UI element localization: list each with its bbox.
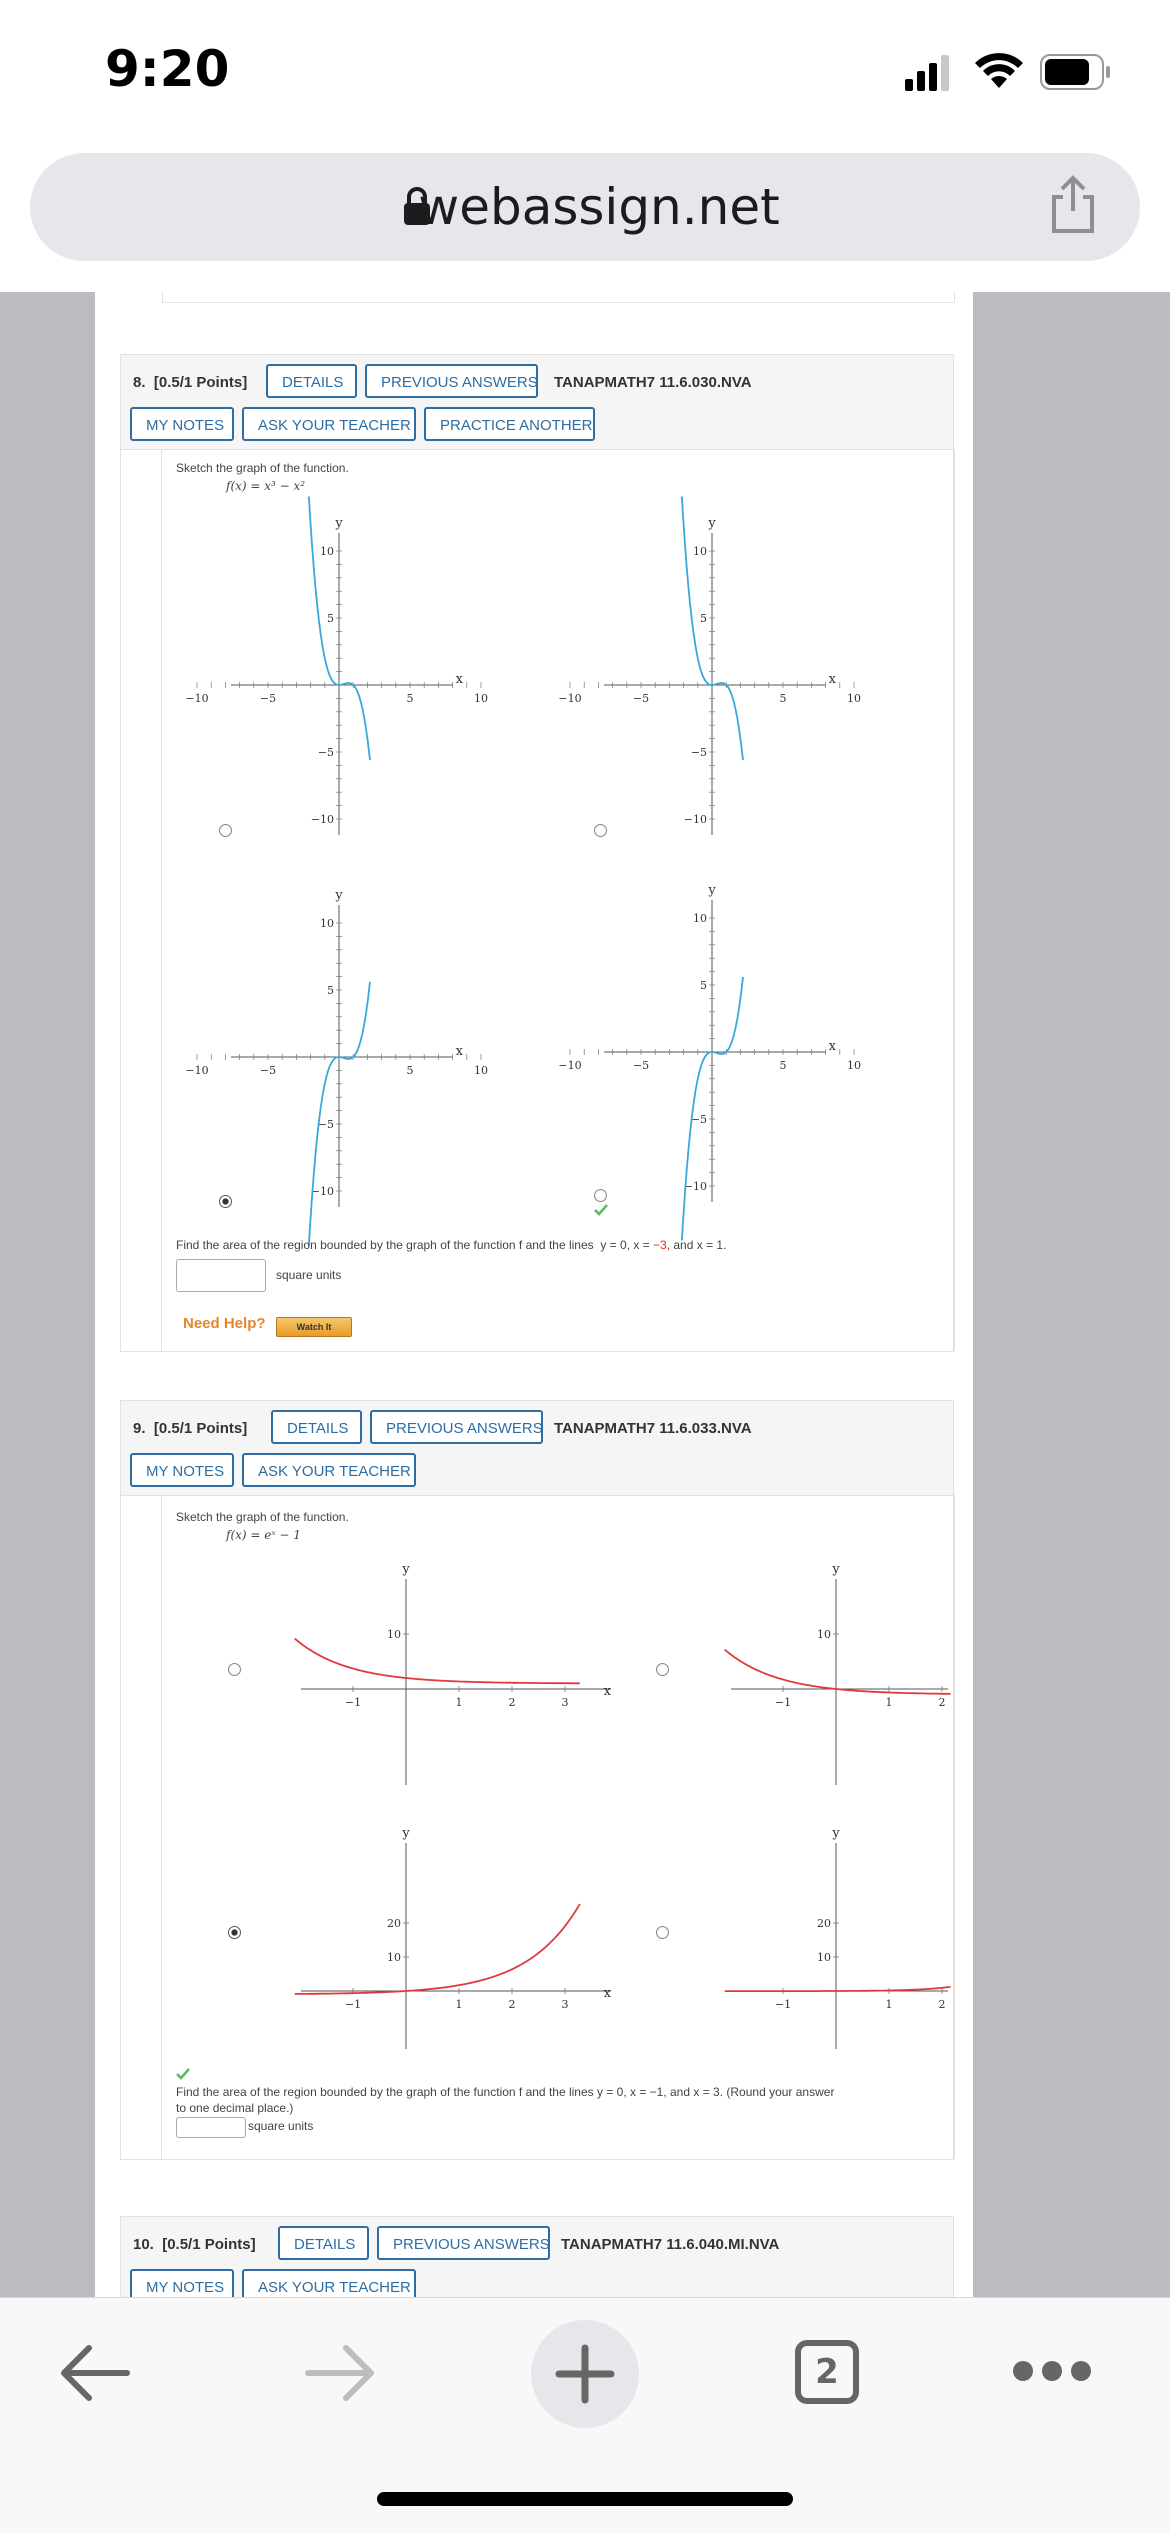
page-margin-left (0, 292, 95, 2297)
practice-another-button[interactable]: PRACTICE ANOTHER (424, 407, 595, 441)
x-tick-label: −1 (344, 1998, 362, 2011)
more-menu-icon[interactable] (1010, 2358, 1094, 2384)
y-tick-label: 10 (693, 545, 707, 558)
graph-option-3 (286, 1821, 616, 2051)
question-code: TANAPMATH7 11.6.033.NVA (554, 1420, 752, 1437)
address-bar[interactable] (30, 153, 1140, 261)
watch-it-button[interactable]: Watch It (276, 1317, 352, 1337)
cellular-signal-icon (905, 55, 951, 91)
question-number: 8. [0.5/1 Points] (133, 374, 248, 391)
y-axis-label: y (832, 1562, 840, 1577)
x-tick-label: 2 (508, 1998, 516, 2011)
y-tick-label: 10 (817, 1951, 831, 1964)
y-tick-label: −5 (690, 1113, 707, 1126)
y-axis-label: y (832, 1826, 840, 1841)
x-tick-label: −5 (632, 692, 650, 705)
area-prompt: Find the area of the region bounded by the graph of the function f and the lines y = 0, x = −3, and x = 1. (176, 1238, 727, 1252)
details-button[interactable]: DETAILS (266, 364, 357, 398)
x-tick-label: 1 (885, 1696, 893, 1709)
y-tick-label: 10 (693, 912, 707, 925)
question-8-header (121, 355, 953, 450)
y-tick-label: 20 (387, 1917, 401, 1930)
y-axis-label: y (335, 888, 343, 903)
x-tick-label: 5 (406, 692, 414, 705)
y-axis-label: y (708, 883, 716, 898)
new-tab-button[interactable] (531, 2320, 639, 2428)
y-tick-label: 20 (817, 1917, 831, 1930)
wifi-icon (975, 52, 1023, 92)
x-tick-label: −10 (185, 692, 209, 705)
y-tick-label: −10 (310, 813, 334, 826)
details-button[interactable]: DETAILS (278, 2226, 369, 2260)
previous-question-bottom (162, 292, 955, 303)
y-tick-label: 5 (700, 612, 707, 625)
x-tick-label: −1 (344, 1696, 362, 1709)
share-icon[interactable] (1048, 175, 1098, 235)
clock: 9:20 (105, 40, 230, 98)
x-tick-label: −5 (632, 1059, 650, 1072)
x-axis-label: x (455, 672, 463, 687)
function-curve (295, 1639, 580, 1684)
x-tick-label: −10 (185, 1064, 209, 1077)
previous-answers-button[interactable]: PREVIOUS ANSWERS (377, 2226, 550, 2260)
x-axis-label: x (828, 1039, 836, 1054)
y-tick-label: −5 (317, 1118, 334, 1131)
graph-option-2 (558, 513, 861, 843)
function-expression: f(x) = eˣ − 1 (226, 1528, 301, 1542)
y-tick-label: −5 (690, 746, 707, 759)
area-prompt-continued: to one decimal place.) (176, 2101, 294, 2115)
my-notes-button[interactable]: MY NOTES (130, 407, 234, 441)
function-curve (295, 1904, 580, 1994)
y-tick-label: 5 (700, 979, 707, 992)
function-expression: f(x) = x³ − x² (226, 479, 306, 493)
y-axis-label: y (708, 516, 716, 531)
ask-your-teacher-button[interactable]: ASK YOUR TEACHER (242, 1453, 416, 1487)
y-tick-label: 10 (387, 1951, 401, 1964)
webassign-page[interactable] (95, 292, 973, 2297)
graph-option-3 (185, 885, 488, 1215)
x-axis-label: x (828, 672, 836, 687)
x-tick-label: 10 (474, 1064, 488, 1077)
x-tick-label: 2 (508, 1696, 516, 1709)
previous-answers-button[interactable]: PREVIOUS ANSWERS (365, 364, 538, 398)
x-tick-label: 1 (885, 1998, 893, 2011)
x-tick-label: 3 (561, 1998, 569, 2011)
my-notes-button[interactable]: MY NOTES (130, 1453, 234, 1487)
graph-option-1 (286, 1557, 616, 1787)
ask-your-teacher-button[interactable]: ASK YOUR TEACHER (242, 2269, 416, 2303)
correct-check-icon (176, 2068, 190, 2080)
previous-answers-button[interactable]: PREVIOUS ANSWERS (370, 1410, 543, 1444)
x-tick-label: 3 (561, 1696, 569, 1709)
x-tick-label: 5 (779, 1059, 787, 1072)
area-answer-input[interactable] (176, 1259, 266, 1292)
x-tick-label: −1 (774, 1696, 792, 1709)
function-curve (725, 1650, 951, 1694)
x-tick-label: −5 (259, 1064, 277, 1077)
url-text: webassign.net (418, 178, 780, 236)
y-axis-label: y (402, 1562, 410, 1577)
y-tick-label: 10 (387, 1628, 401, 1641)
x-tick-label: 2 (938, 1696, 946, 1709)
y-tick-label: −10 (310, 1185, 334, 1198)
x-tick-label: 10 (474, 692, 488, 705)
option-2-radio[interactable] (594, 824, 607, 837)
x-tick-label: 2 (938, 1998, 946, 2011)
x-tick-label: 1 (455, 1696, 463, 1709)
option-1-radio[interactable] (228, 1663, 241, 1676)
graph-option-1 (185, 513, 488, 843)
y-tick-label: 5 (327, 612, 334, 625)
graph-option-2 (716, 1557, 953, 1787)
units-label: square units (276, 1268, 342, 1282)
instruction-text: Sketch the graph of the function. (176, 461, 349, 475)
y-tick-label: 10 (817, 1628, 831, 1641)
details-button[interactable]: DETAILS (271, 1410, 362, 1444)
tabs-button[interactable]: 2 (795, 2340, 859, 2404)
x-tick-label: 10 (847, 1059, 861, 1072)
y-tick-label: −10 (683, 813, 707, 826)
need-help-label: Need Help? (183, 1315, 266, 1332)
page-margin-right (973, 292, 1170, 2297)
forward-arrow-icon[interactable] (300, 2338, 380, 2408)
y-tick-label: 5 (327, 984, 334, 997)
x-tick-label: 1 (455, 1998, 463, 2011)
x-tick-label: 10 (847, 692, 861, 705)
x-tick-label: −5 (259, 692, 277, 705)
x-tick-label: −10 (558, 692, 582, 705)
units-label: square units (248, 2119, 314, 2133)
option-4-radio[interactable] (656, 1926, 669, 1939)
x-tick-label: 5 (779, 692, 787, 705)
my-notes-button[interactable]: MY NOTES (130, 2269, 234, 2303)
option-3-radio[interactable] (228, 1926, 241, 1939)
graph-option-4 (716, 1821, 953, 2051)
battery-icon (1040, 54, 1112, 90)
option-3-radio[interactable] (219, 1195, 232, 1208)
y-tick-label: −5 (317, 746, 334, 759)
question-8 (120, 354, 954, 1352)
question-number: 9. [0.5/1 Points] (133, 1420, 248, 1437)
ask-your-teacher-button[interactable]: ASK YOUR TEACHER (242, 407, 416, 441)
x-tick-label: −1 (774, 1998, 792, 2011)
y-tick-label: −10 (683, 1180, 707, 1193)
x-axis-label: x (455, 1044, 463, 1059)
back-arrow-icon[interactable] (55, 2338, 135, 2408)
x-axis-label: x (603, 1684, 611, 1699)
y-tick-label: 10 (320, 917, 334, 930)
y-axis-label: y (335, 516, 343, 531)
x-tick-label: −10 (558, 1059, 582, 1072)
area-prompt: Find the area of the region bounded by the graph of the function f and the lines y = 0, x = −1, and x = 3. (Round your answer (176, 2085, 835, 2099)
option-4-radio[interactable] (594, 1189, 607, 1202)
plus-icon (555, 2344, 615, 2404)
graph-option-4 (558, 880, 861, 1210)
question-9 (120, 1400, 954, 2160)
status-bar (0, 0, 1170, 150)
instruction-text: Sketch the graph of the function. (176, 1510, 349, 1524)
option-1-radio[interactable] (219, 824, 232, 837)
area-answer-input[interactable] (176, 2117, 246, 2138)
x-axis-label: x (603, 1986, 611, 2001)
question-code: TANAPMATH7 11.6.040.MI.NVA (561, 2236, 780, 2253)
function-curve (725, 1987, 951, 1991)
correct-check-icon (594, 1204, 608, 1216)
home-indicator (377, 2492, 793, 2506)
question-code: TANAPMATH7 11.6.030.NVA (554, 374, 752, 391)
option-2-radio[interactable] (656, 1663, 669, 1676)
x-tick-label: 5 (406, 1064, 414, 1077)
question-9-header (121, 1401, 953, 1496)
y-axis-label: y (402, 1826, 410, 1841)
question-number: 10. [0.5/1 Points] (133, 2236, 256, 2253)
y-tick-label: 10 (320, 545, 334, 558)
